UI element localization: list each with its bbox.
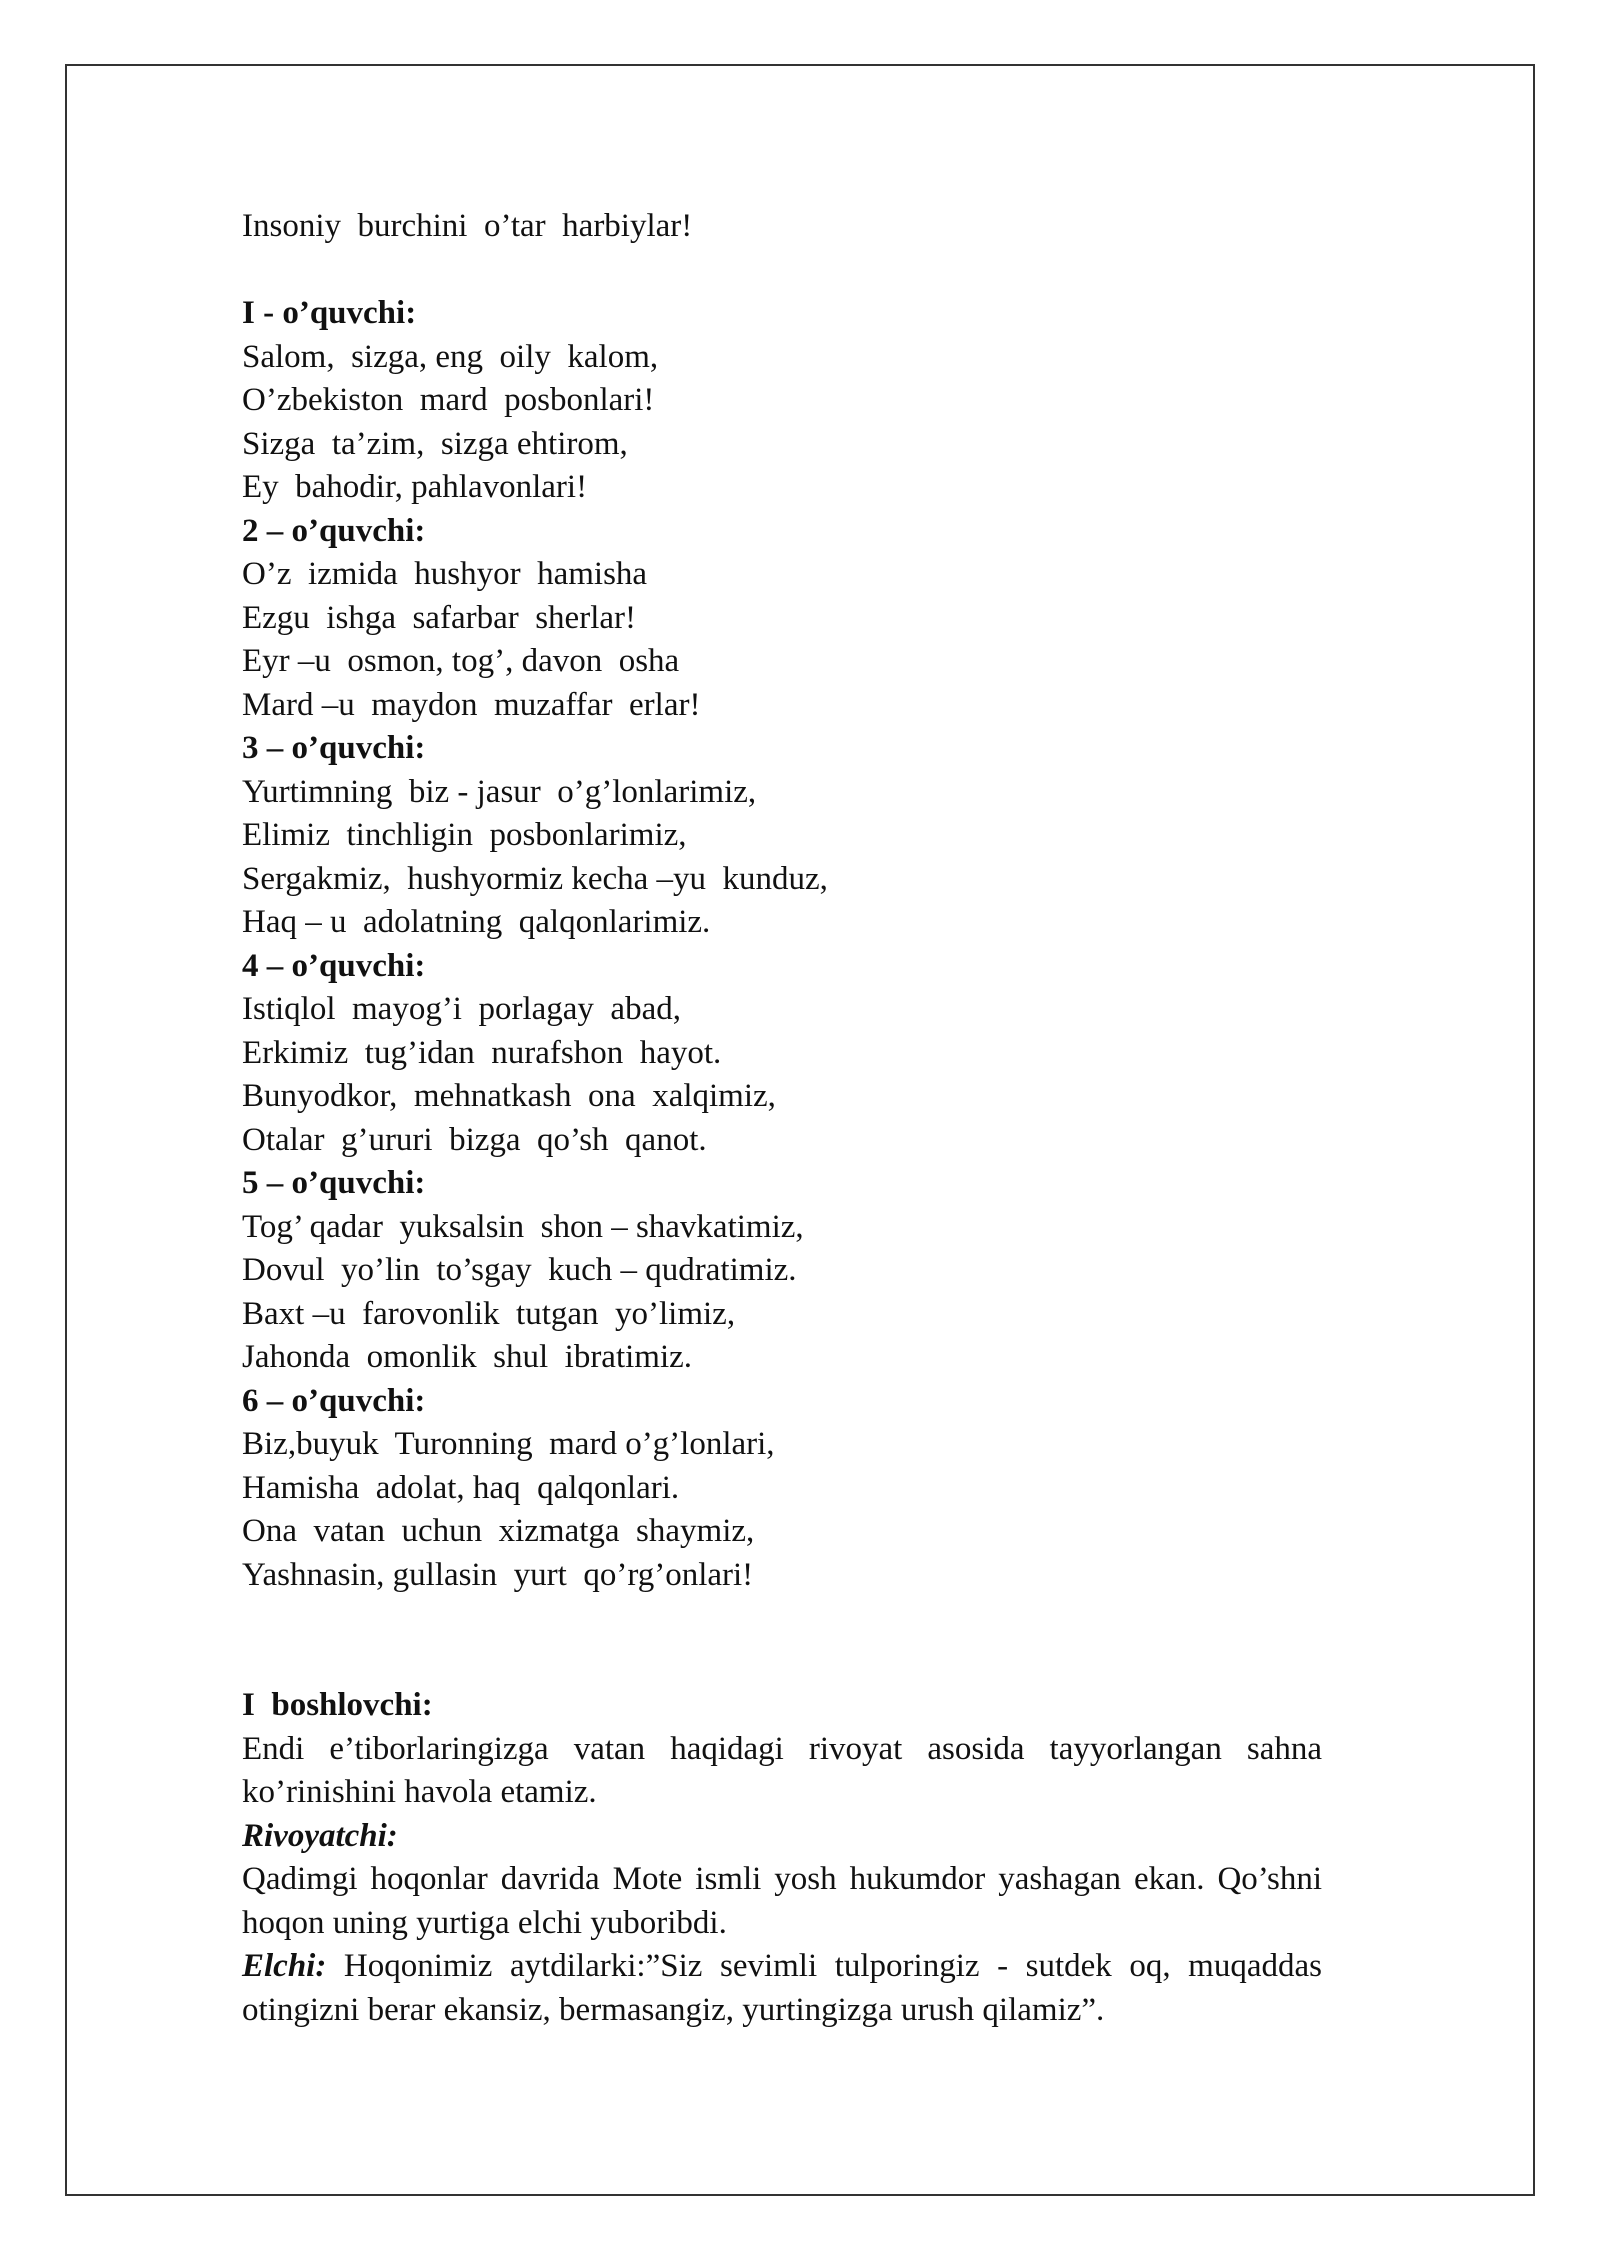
verse-line: Baxt –u farovonlik tutgan yo’limiz, — [242, 1295, 736, 1332]
stanza-heading: 3 – o’quvchi: — [242, 730, 426, 766]
stanza-2 — [242, 510, 1322, 728]
verse-line: Mard –u maydon muzaffar erlar! — [242, 686, 701, 723]
verse-line: Dovul yo’lin to’sgay kuch – qudratimiz. — [242, 1252, 797, 1288]
verse-line: O’zbekiston mard posbonlari! — [242, 382, 655, 418]
stanza-heading: I - o’quvchi: — [242, 295, 417, 331]
verse-line: Sizga ta’zim, sizga ehtirom, — [242, 425, 628, 462]
verse-line: Biz,buyuk Turonning mard o’g’lonlari, — [242, 1426, 775, 1462]
intro-line: Insoniy burchini o’tar harbiylar! — [242, 208, 693, 244]
stanza-heading: 2 – o’quvchi: — [242, 512, 426, 549]
verse-line: Jahonda omonlik shul ibratimiz. — [242, 1339, 693, 1375]
spacer — [242, 1597, 1322, 1684]
verse-line: O’z izmida hushyor hamisha — [242, 556, 648, 592]
envoy-section — [242, 1945, 1322, 2032]
host-section — [242, 1684, 1322, 1815]
stanza-heading: 5 – o’quvchi: — [242, 1165, 426, 1201]
verse-line: Haq – u adolatning qalqonlarimiz. — [242, 904, 711, 940]
envoy-speech: Hoqonimiz aytdilarki:”Siz sevimli tulporingiz - sutdek oq, muqaddas otingizni berar ekansiz, bermasangiz, yurtingizga urush qilamiz”. — [242, 1948, 1322, 2028]
verse-line: Erkimiz tug’idan nurafshon hayot. — [242, 1034, 722, 1071]
stanza-1 — [242, 292, 1322, 510]
verse-line: Bunyodkor, mehnatkash ona xalqimiz, — [242, 1078, 776, 1114]
verse-line: Elimiz tinchligin posbonlarimiz, — [242, 817, 687, 853]
verse-line: Ey bahodir, pahlavonlari! — [242, 469, 588, 505]
host-paragraph: Endi e’tiborlaringizga vatan haqidagi rivoyat asosida tayyorlangan sahna ko’rinishini havola etamiz. — [242, 1730, 1322, 1810]
verse-line: Tog’ qadar yuksalsin shon – shavkatimiz, — [242, 1208, 804, 1245]
verse-line: Sergakmiz, hushyormiz kecha –yu kunduz, — [242, 860, 828, 897]
stanza-3 — [242, 727, 1322, 945]
verse-line: Ezgu ishga safarbar sherlar! — [242, 599, 636, 636]
stanza-6 — [242, 1380, 1322, 1598]
envoy-speaker: Elchi: — [242, 1948, 327, 1984]
stanza-5 — [242, 1162, 1322, 1380]
narrator-heading: Rivoyatchi: — [242, 1817, 398, 1854]
narrator-section — [242, 1815, 1322, 1946]
verse-line: Istiqlol mayog’i porlagay abad, — [242, 991, 681, 1027]
stanza-heading: 4 – o’quvchi: — [242, 947, 426, 984]
host-heading: I boshlovchi: — [242, 1687, 433, 1723]
verse-line: Otalar g’ururi bizga qo’sh qanot. — [242, 1121, 707, 1158]
stanza-heading: 6 – o’quvchi: — [242, 1382, 426, 1419]
document-body — [242, 205, 1322, 2032]
verse-line: Hamisha adolat, haq qalqonlari. — [242, 1469, 680, 1506]
verse-line: Yurtimning biz - jasur o’g’lonlarimiz, — [242, 773, 757, 810]
verse-line: Yashnasin, gullasin yurt qo’rg’onlari! — [242, 1556, 754, 1593]
verse-line: Eyr –u osmon, tog’, davon osha — [242, 643, 680, 679]
spacer — [242, 249, 1322, 293]
narrator-paragraph: Qadimgi hoqonlar davrida Mote ismli yosh hukumdor yashagan ekan. Qo’shni hoqon uning yurtiga elchi yuboribdi. — [242, 1861, 1322, 1941]
verse-line: Salom, sizga, eng oily kalom, — [242, 338, 659, 375]
stanza-4 — [242, 945, 1322, 1163]
verse-line: Ona vatan uchun xizmatga shaymiz, — [242, 1513, 755, 1549]
